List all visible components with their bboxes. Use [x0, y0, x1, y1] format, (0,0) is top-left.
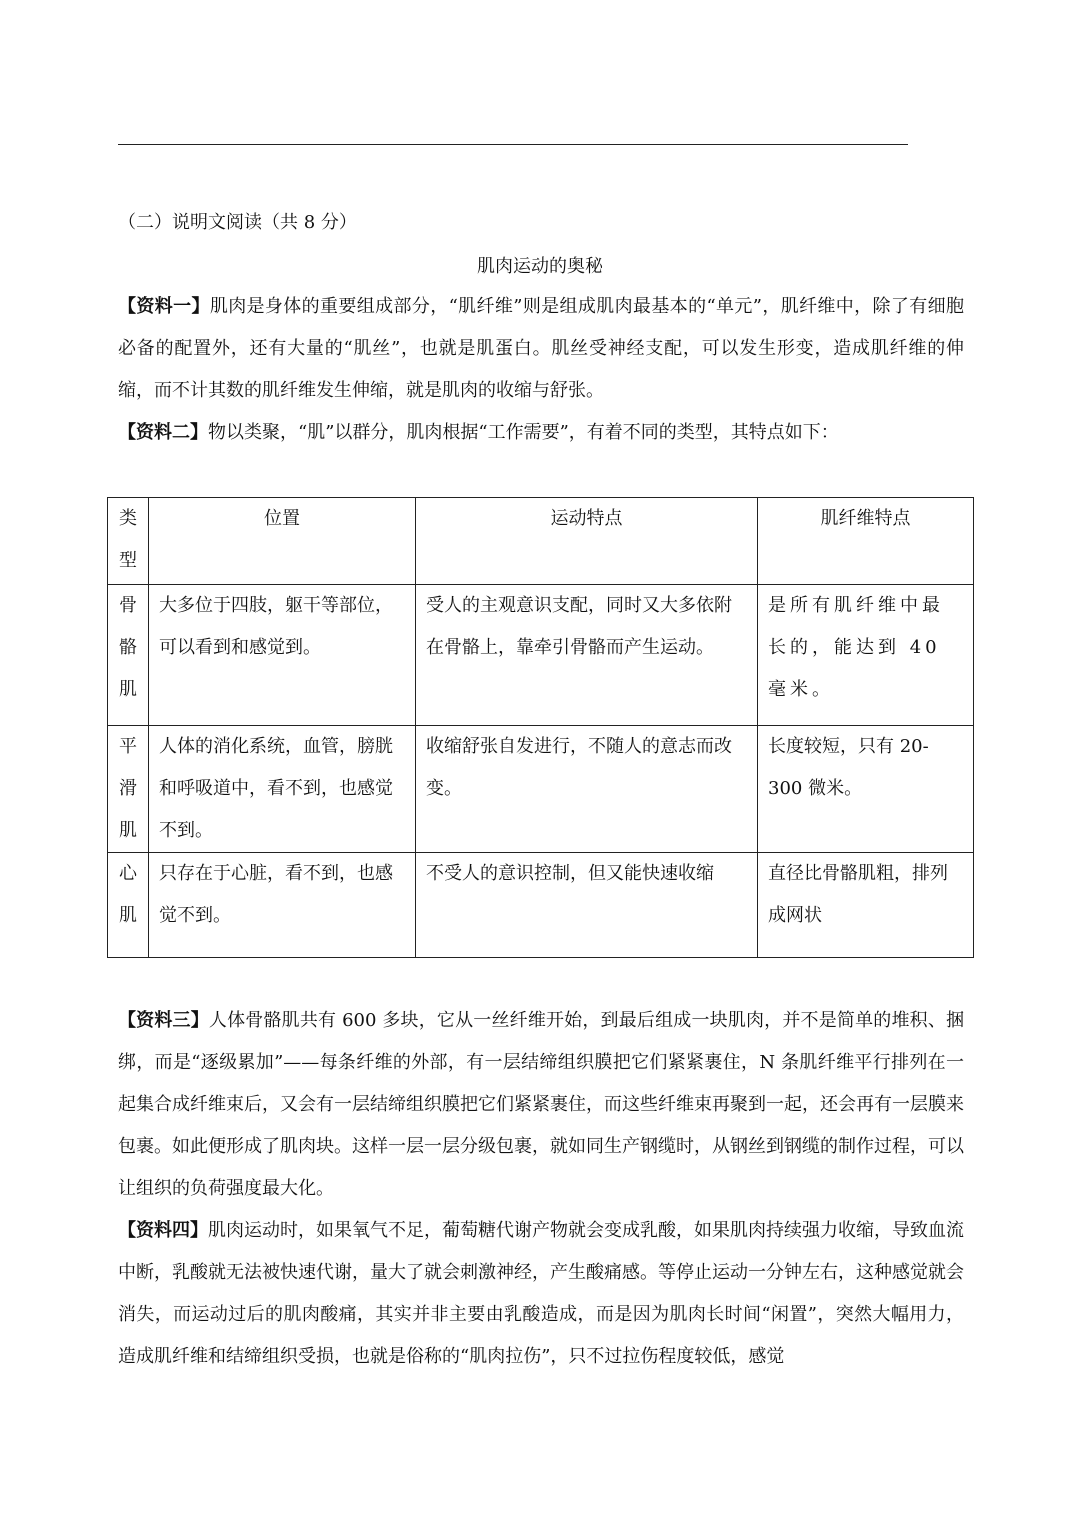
top-rule	[118, 144, 908, 145]
cell-type: 平滑肌	[108, 726, 149, 853]
table-header-row	[108, 498, 974, 585]
cell-fiber: 直径比骨骼肌粗，排列成网状	[758, 853, 974, 958]
cell-movement: 不受人的意识控制，但又能快速收缩	[416, 853, 758, 958]
material-2-tag: 【资料二】	[118, 422, 208, 443]
cell-fiber: 长度较短，只有 20-300 微米。	[758, 726, 974, 853]
material-1-tag: 【资料一】	[118, 296, 210, 317]
material-4-tag: 【资料四】	[118, 1220, 208, 1241]
cell-fiber: 是所有肌纤维中最长的，能达到 40 毫米。	[758, 585, 974, 726]
cell-movement: 受人的主观意识支配，同时又大多依附在骨骼上，靠牵引骨骼而产生运动。	[416, 585, 758, 726]
material-4-text: 肌肉运动时，如果氧气不足，葡萄糖代谢产物就会变成乳酸，如果肌肉持续强力收缩，导致血流中断，乳酸就无法被快速代谢，量大了就会刺激神经，产生酸痛感。等停止运动一分钟左右，这种感觉就会消失，而运动过后的肌肉酸痛，其实并非主要由乳酸造成，而是因为肌肉长时间“闲置”，突然大幅用力，造成肌纤维和结缔组织受损，也就是俗称的“肌肉拉伤”，只不过拉伤程度较低，感觉	[118, 1220, 964, 1367]
material-1-text: 肌肉是身体的重要组成部分，“肌纤维”则是组成肌肉最基本的“单元”，肌纤维中，除了有细胞必备的配置外，还有大量的“肌丝”，也就是肌蛋白。肌丝受神经支配，可以发生形变，造成肌纤维的伸缩，而不计其数的肌纤维发生伸缩，就是肌肉的收缩与舒张。	[118, 296, 964, 401]
material-3-paragraph	[118, 1000, 964, 1210]
muscle-type-table	[107, 497, 974, 958]
article-title: 肌肉运动的奥秘	[477, 256, 603, 277]
cell-position: 只存在于心脏，看不到，也感觉不到。	[149, 853, 416, 958]
material-3-text: 人体骨骼肌共有 600 多块，它从一丝纤维开始，到最后组成一块肌肉，并不是简单的堆积、捆绑，而是“逐级累加”——每条纤维的外部，有一层结缔组织膜把它们紧紧裹住，N 条肌纤维平行排列在一起集合成纤维束后，又会有一层结缔组织膜把它们紧紧裹住，而这些纤维束再聚到一起，还会再有一层膜来包裹。如此便形成了肌肉块。这样一层一层分级包裹，就如同生产钢缆时，从钢丝到钢缆的制作过程，可以让组织的负荷强度最大化。	[118, 1010, 965, 1199]
cell-type: 骨骼肌	[108, 585, 149, 726]
table-row	[108, 853, 974, 958]
material-3-tag: 【资料三】	[118, 1010, 209, 1031]
header-fiber: 肌纤维特点	[758, 498, 974, 585]
cell-movement: 收缩舒张自发进行，不随人的意志而改变。	[416, 726, 758, 853]
header-movement: 运动特点	[416, 498, 758, 585]
cell-position: 人体的消化系统，血管，膀胱和呼吸道中，看不到，也感觉不到。	[149, 726, 416, 853]
section-heading: （二）说明文阅读（共 8 分）	[118, 212, 357, 233]
material-2-text: 物以类聚，“肌”以群分，肌肉根据“工作需要”，有着不同的类型，其特点如下：	[208, 422, 839, 443]
table-row	[108, 585, 974, 726]
material-1-paragraph	[118, 286, 964, 412]
header-type: 类型	[108, 498, 149, 585]
material-2-paragraph	[118, 412, 964, 454]
cell-type: 心肌	[108, 853, 149, 958]
header-position: 位置	[149, 498, 416, 585]
material-4-paragraph	[118, 1210, 964, 1378]
table-row	[108, 726, 974, 853]
cell-position: 大多位于四肢，躯干等部位，可以看到和感觉到。	[149, 585, 416, 726]
